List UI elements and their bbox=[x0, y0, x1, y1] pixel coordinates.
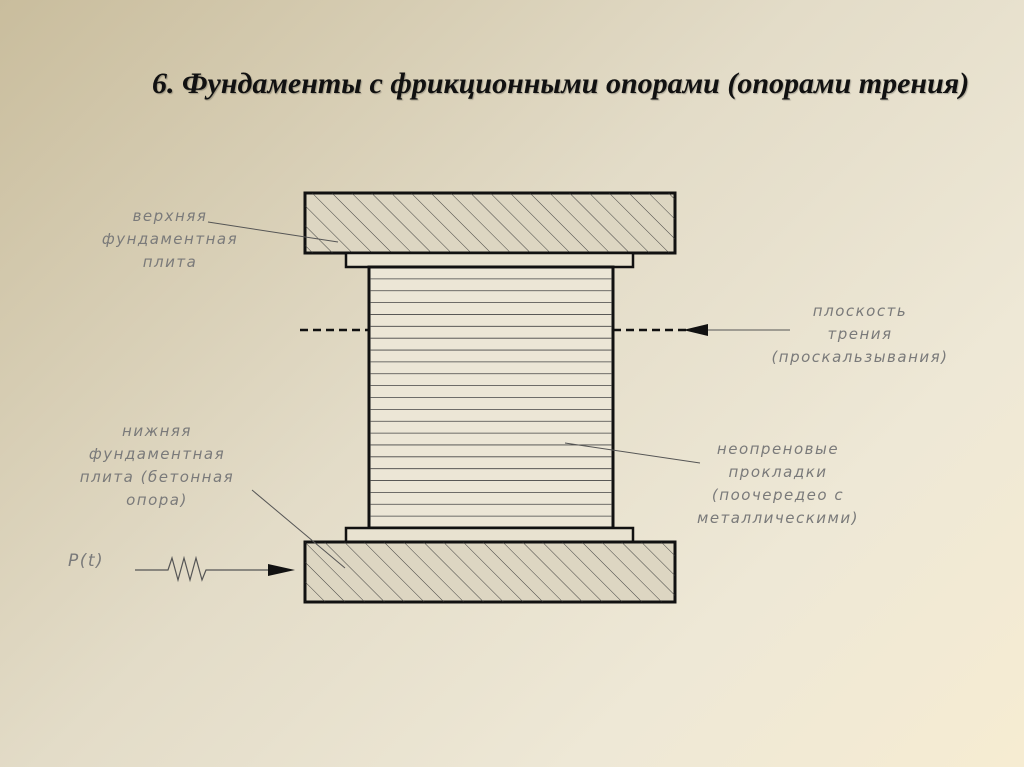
upper-steel-plate bbox=[346, 253, 633, 267]
neoprene-layers bbox=[370, 279, 612, 516]
slide-title: 6. Фундаменты с фрикционными опорами (опорами трения) bbox=[152, 67, 970, 100]
load-arrow bbox=[268, 564, 295, 576]
lower-plate-leader bbox=[252, 490, 345, 568]
load-label: P(t) bbox=[68, 551, 105, 571]
friction-plane-label: плоскость трения (проскальзывания) bbox=[771, 302, 949, 366]
lower-steel-plate bbox=[346, 528, 633, 542]
neoprene-label: неопреновые прокладки (поочередео с металлическими) bbox=[697, 440, 859, 527]
upper-plate-label: верхняя фундаментная плита bbox=[101, 207, 239, 271]
friction-plane-arrow bbox=[683, 324, 708, 336]
lower-plate-label: нижняя фундаментная плита (бетонная опора) bbox=[79, 422, 235, 509]
load-zigzag bbox=[135, 558, 275, 580]
